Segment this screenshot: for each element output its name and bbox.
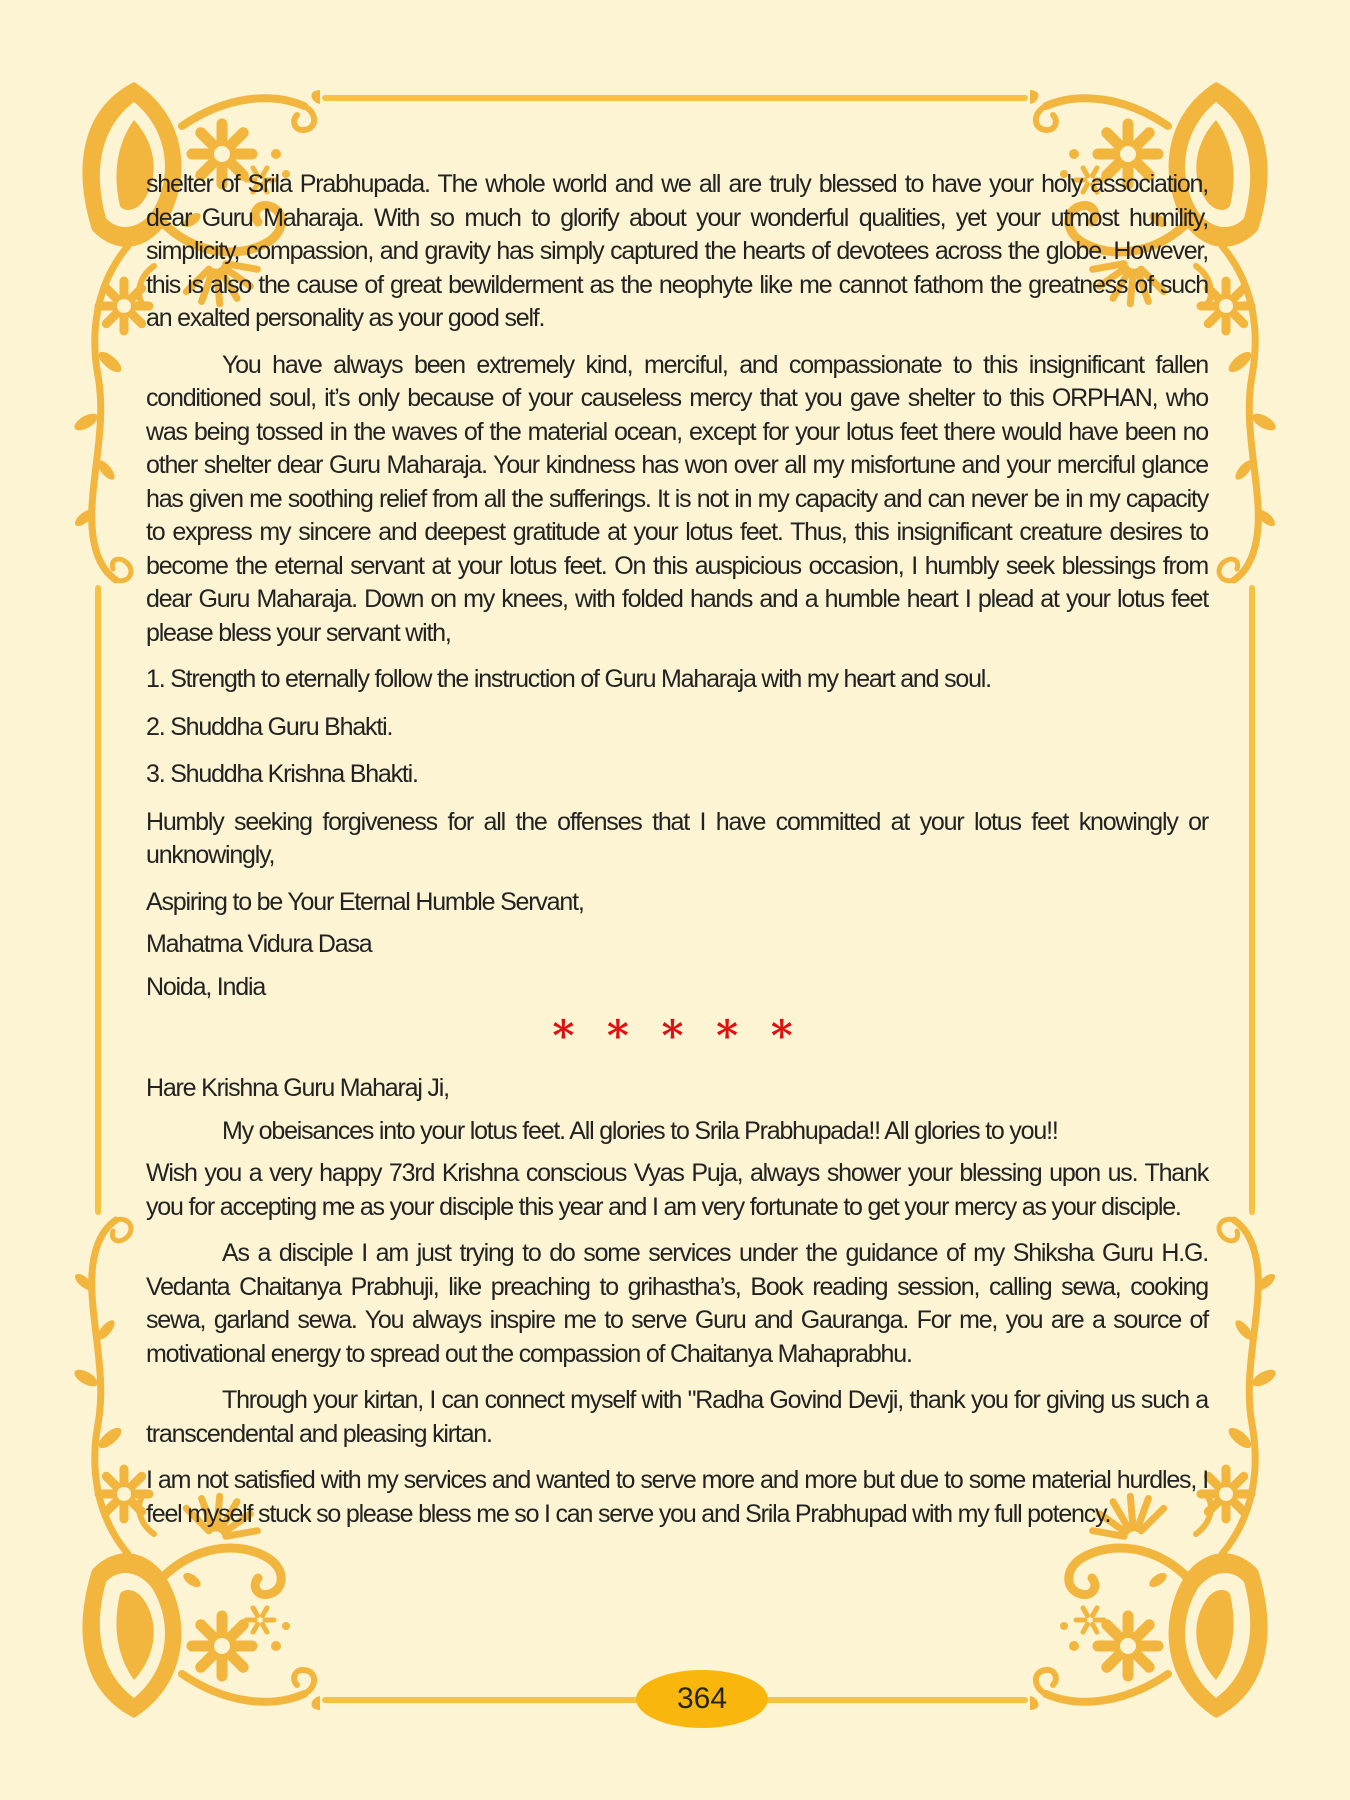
paragraph-kirtan: Through your kirtan, I can connect myself with "Radha Govind Devji, thank you for giving us such a transcendental and pleasing kirtan. bbox=[146, 1386, 1208, 1448]
blessing-list-item-3: 3. Shuddha Krishna Bhakti. bbox=[146, 760, 418, 788]
blessing-list-item-1: 1. Strength to eternally follow the instruction of Guru Maharaja with my heart and soul. bbox=[146, 665, 991, 693]
paragraph-services: As a disciple I am just trying to do some services under the guidance of my Shiksha Guru H.G. Vedanta Chaitanya Prabhuji, like preaching to grihastha’s, Book reading session, calling sewa, cooking sewa, garland sewa. You always inspire me to serve Guru and Gauranga. For me, you are a source of motivational energy to spread out the compassion of Chaitanya Mahaprabhu. bbox=[146, 1239, 1208, 1368]
page-number: 364 bbox=[676, 1682, 728, 1715]
paragraph-continuation: shelter of Srila Prabhupada. The whole world and we all are truly blessed to have your holy association, dear Guru Maharaja. With so much to glorify about your wonderful qualities, yet your utmost humility, simplicity, compassion, and gravity has simply captured the hearts of devotees across the globe. However, this is also the cause of great bewilderment as the neophyte like me cannot fathom the greatness of such an exalted personality as your good self. bbox=[146, 170, 1208, 332]
obeisance-line: My obeisances into your lotus feet. All glories to Srila Prabhupada!! All glories to you!! bbox=[222, 1116, 1058, 1145]
asterisk-separator: * * * * * bbox=[552, 1011, 802, 1060]
signature-place: Noida, India bbox=[146, 972, 266, 1001]
signature-name: Mahatma Vidura Dasa bbox=[146, 930, 372, 958]
blessing-list-item-2: 2. Shuddha Guru Bhakti. bbox=[146, 712, 393, 741]
paragraph-gratitude: You have always been extremely kind, merciful, and compassionate to this insignificant fallen conditioned soul, it’s only because of your causeless mercy that you gave shelter to this ORPHAN, who was being tossed in the waves of the material ocean, except for your lotus feet there would have been no other shelter dear Guru Maharaja. Your kindness has won over all my misfortune and your merciful glance has given me soothing relief from all the sufferings. It is not in my capacity and can never be in my capacity to express my sincere and deepest gratitude at your lotus feet. Thus, this insignificant creature desires to become the eternal servant at your lotus feet. On this auspicious occasion, I humbly seek blessings from dear Guru Maharaja. Down on my knees, with folded hands and a humble heart I plead at your lotus feet please bless your servant with, bbox=[146, 350, 1208, 647]
border-line-right bbox=[1249, 585, 1255, 1215]
border-line-left bbox=[95, 585, 101, 1215]
page-number-badge bbox=[636, 1670, 768, 1728]
closing-line: Aspiring to be Your Eternal Humble Servant, bbox=[146, 887, 584, 916]
salutation-line: Hare Krishna Guru Maharaj Ji, bbox=[146, 1074, 449, 1102]
border-line-top bbox=[322, 95, 1028, 101]
letter-body bbox=[146, 168, 1208, 1544]
paragraph-forgiveness: Humbly seeking forgiveness for all the offenses that I have committed at your lotus feet knowingly or unknowingly, bbox=[146, 807, 1208, 869]
paragraph-wishes: Wish you a very happy 73rd Krishna conscious Vyas Puja, always shower your blessing upon us. Thank you for accepting me as your disciple this year and I am very fortunate to get your mercy as your disciple. bbox=[146, 1159, 1208, 1221]
paragraph-request: I am not satisfied with my services and wanted to serve more and more but due to some material hurdles, I feel myself stuck so please bless me so I can serve you and Srila Prabhupad with my full potency. bbox=[146, 1466, 1208, 1528]
